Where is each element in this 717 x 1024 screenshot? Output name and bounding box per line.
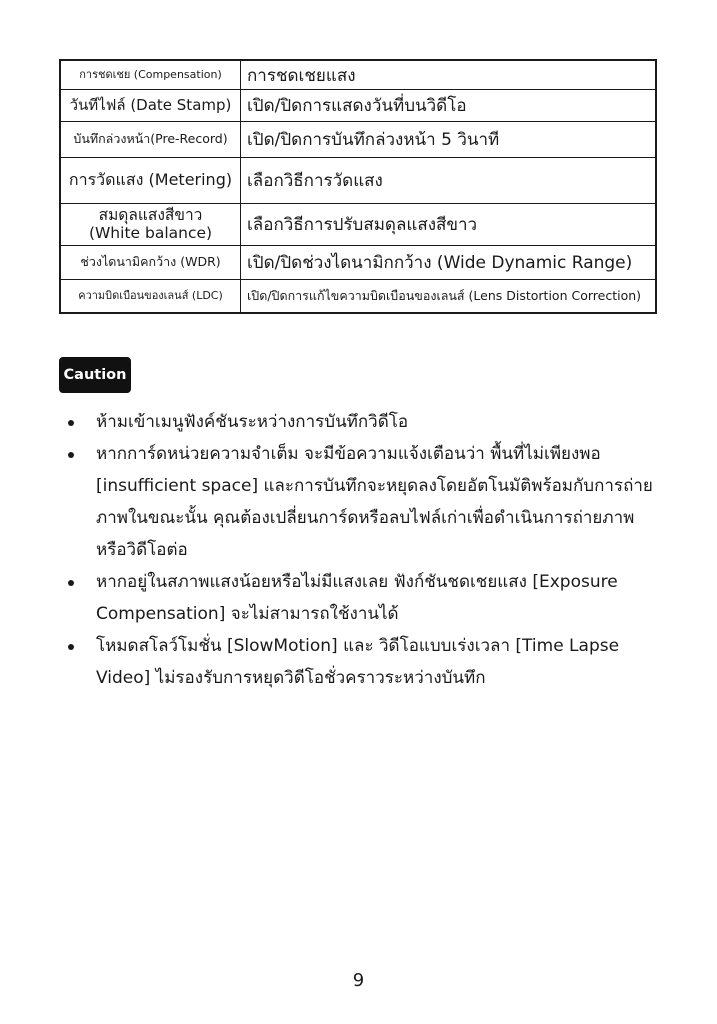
setting-description: เปิด/ปิดการบันทึกล่วงหน้า 5 วินาที	[247, 130, 500, 150]
list-item-text: โหมดสโลว์โมชั่น [SlowMotion] และ วิดีโอแบบเร่งเวลา [Time Lapse Video] ไม่รองรับการหยุดวิดีโอชั่วคราวระหว่างบันทึก	[96, 636, 620, 688]
bullet-icon	[68, 644, 74, 650]
list-item	[62, 630, 662, 694]
setting-label: การวัดแสง (Metering)	[61, 158, 241, 203]
list-item	[62, 566, 662, 630]
caution-list	[62, 406, 662, 694]
list-item	[62, 406, 662, 438]
table-row	[61, 203, 655, 245]
table-row	[61, 121, 655, 157]
setting-label-line: สมดุลแสงสีขาว	[98, 205, 203, 224]
setting-description: เปิด/ปิดการแก้ไขความบิดเบือนของเลนส์ (Lens Distortion Correction)	[247, 288, 642, 303]
list-item	[62, 438, 662, 566]
table-row	[61, 157, 655, 203]
setting-description: เปิด/ปิดการแสดงวันที่บนวิดีโอ	[247, 96, 467, 116]
setting-label: ความบิดเบือนของเลนส์ (LDC)	[61, 280, 241, 312]
table-row	[61, 279, 655, 312]
setting-description: เปิด/ปิดช่วงไดนามิกกว้าง (Wide Dynamic Range)	[247, 253, 633, 273]
setting-description: เลือกวิธีการปรับสมดุลแสงสีขาว	[247, 215, 478, 235]
bullet-icon	[68, 580, 74, 586]
table-row	[61, 245, 655, 279]
setting-label: การชดเชย (Compensation)	[61, 61, 241, 89]
table-row	[61, 61, 655, 89]
setting-label: บันทึกล่วงหน้า(Pre-Record)	[61, 122, 241, 157]
setting-label-line: (White balance)	[88, 223, 213, 242]
setting-label: วันทีไฟล์ (Date Stamp)	[61, 90, 241, 121]
caution-badge: Caution	[59, 357, 131, 393]
table-row	[61, 89, 655, 121]
list-item-text: หากอยู่ในสภาพแสงน้อยหรือไม่มีแสงเลย ฟังก์ชันชดเชยแสง [Exposure Compensation] จะไม่สามารถใช้งานได้	[96, 572, 618, 624]
page-number: 9	[352, 970, 365, 991]
setting-label	[61, 204, 241, 245]
bullet-icon	[68, 420, 74, 426]
list-item-text: ห้ามเข้าเมนูฟังค์ชันระหว่างการบันทึกวิดีโอ	[96, 412, 409, 432]
setting-description: การชดเชยแสง	[247, 65, 356, 86]
setting-label: ช่วงไดนามิคกว้าง (WDR)	[61, 246, 241, 279]
setting-description: เลือกวิธีการวัดแสง	[247, 171, 383, 191]
settings-table	[59, 59, 657, 314]
list-item-text: หากการ์ดหน่วยความจำเต็ม จะมีข้อความแจ้งเตือนว่า พื้นที่ไม่เพียงพอ [insufficient space] และการบันทึกจะหยุดลงโดยอัตโนมัติพร้อมกับการถ่ายภาพในขณะนั้น คุณต้องเปลี่ยนการ์ดหรือลบไฟล์เก่าเพื่อดำเนินการถ่ายภาพหรือวิดีโอต่อ	[96, 444, 653, 560]
bullet-icon	[68, 452, 74, 458]
